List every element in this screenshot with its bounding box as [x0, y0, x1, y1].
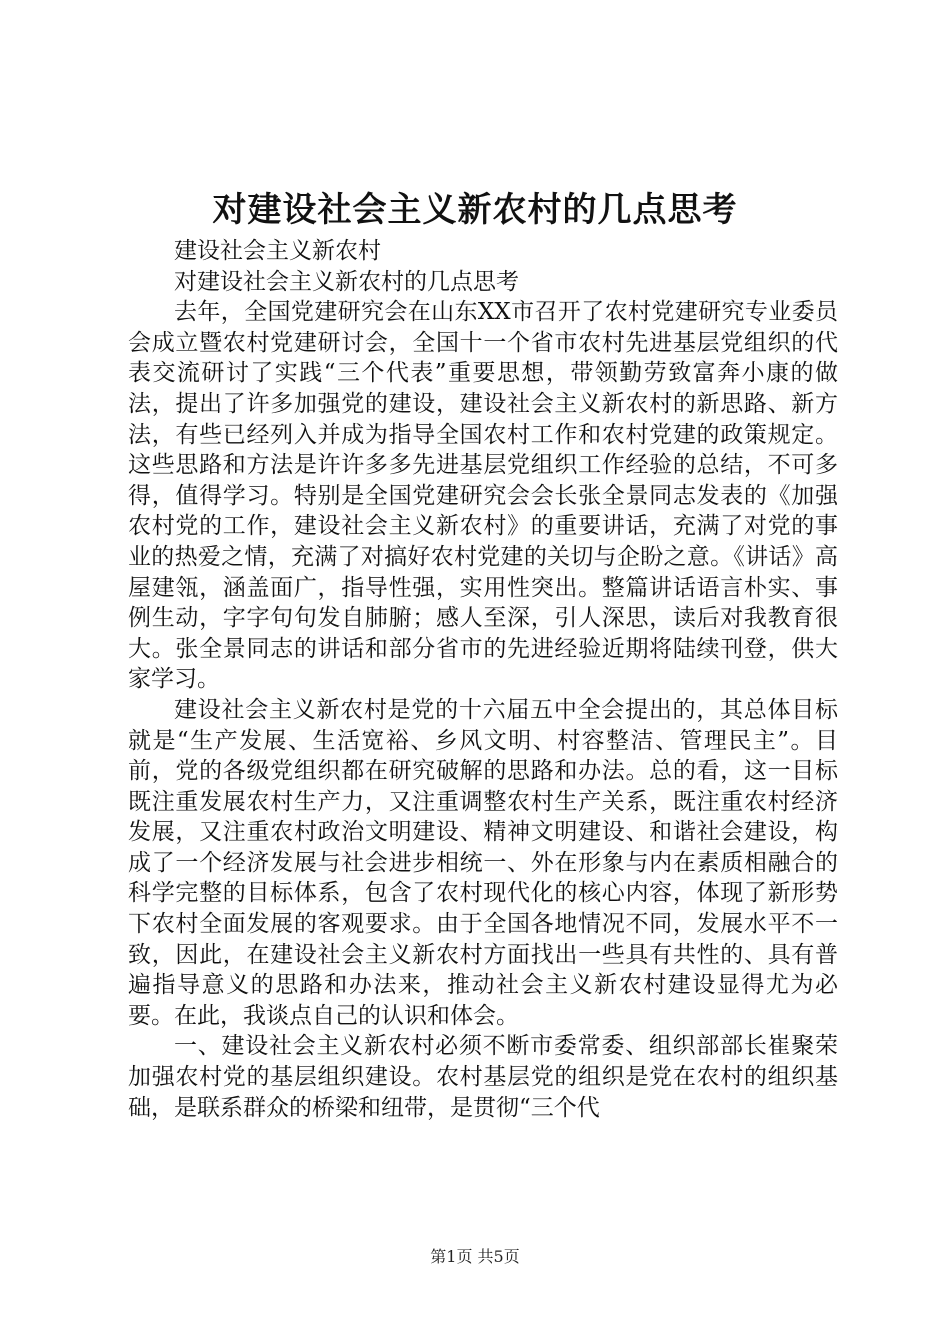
body-paragraph: 建设社会主义新农村是党的十六届五中全会提出的，其总体目标就是“生产发展、生活宽裕、乡风文明、村容整洁、管理民主”。目前，党的各级党组织都在研究破解的思路和办法。总的看，这一目标既注重发展农村生产力，又注重调整农村生产关系，既注重农村经济发展，又注重农村政治文明建设、精神文明建设、和谐社会建设，构成了一个经济发展与社会进步相统一、外在形象与内在素质相融合的科学完整的目标体系，包含了农村现代化的核心内容，体现了新形势下农村全面发展的客观要求。由于全国各地情况不同，发展水平不一致，因此，在建设社会主义新农村方面找出一些具有共性的、具有普遍指导意义的思路和办法来，推动社会主义新农村建设显得尤为必要。在此，我谈点自己的认识和体会。 — [128, 696, 838, 1029]
body-paragraph: 建设社会主义新农村 — [174, 238, 381, 264]
body-paragraph: 去年，全国党建研究会在山东XX市召开了农村党建研究专业委员会成立暨农村党建研讨会，全国十一个省市农村先进基层党组织的代表交流研讨了实践“三个代表”重要思想，带领勤劳致富奔小康的做法，提出了许多加强党的建设，建设社会主义新农村的新思路、新方法，有些已经列入并成为指导全国农村工作和农村党建的政策规定。这些思路和方法是许许多多先进基层党组织工作经验的总结，不可多得，值得学习。特别是全国党建研究会会长张全景同志发表的《加强农村党的工作，建设社会主义新农村》的重要讲话，充满了对党的事业的热爱之情，充满了对搞好农村党建的关切与企盼之意。《讲话》高屋建瓴，涵盖面广，指导性强，实用性突出。整篇讲话语言朴实、事例生动，字字句句发自肺腑；感人至深，引人深思，读后对我教育很大。张全景同志的讲话和部分省市的先进经验近期将陆续刊登，供大家学习。 — [128, 299, 838, 693]
page-footer — [0, 1246, 950, 1268]
page-number-label: 第1页 共5页 — [430, 1247, 520, 1266]
document-body — [128, 236, 838, 1123]
body-paragraph: 对建设社会主义新农村的几点思考 — [174, 268, 519, 295]
body-paragraph: 一、建设社会主义新农村必须不断市委常委、组织部部长崔聚荣加强农村党的基层组织建设。农村基层党的组织是党在农村的组织基础，是联系群众的桥梁和纽带，是贯彻“三个代 — [128, 1033, 838, 1121]
document-title: 对建设社会主义新农村的几点思考 — [212, 190, 738, 230]
